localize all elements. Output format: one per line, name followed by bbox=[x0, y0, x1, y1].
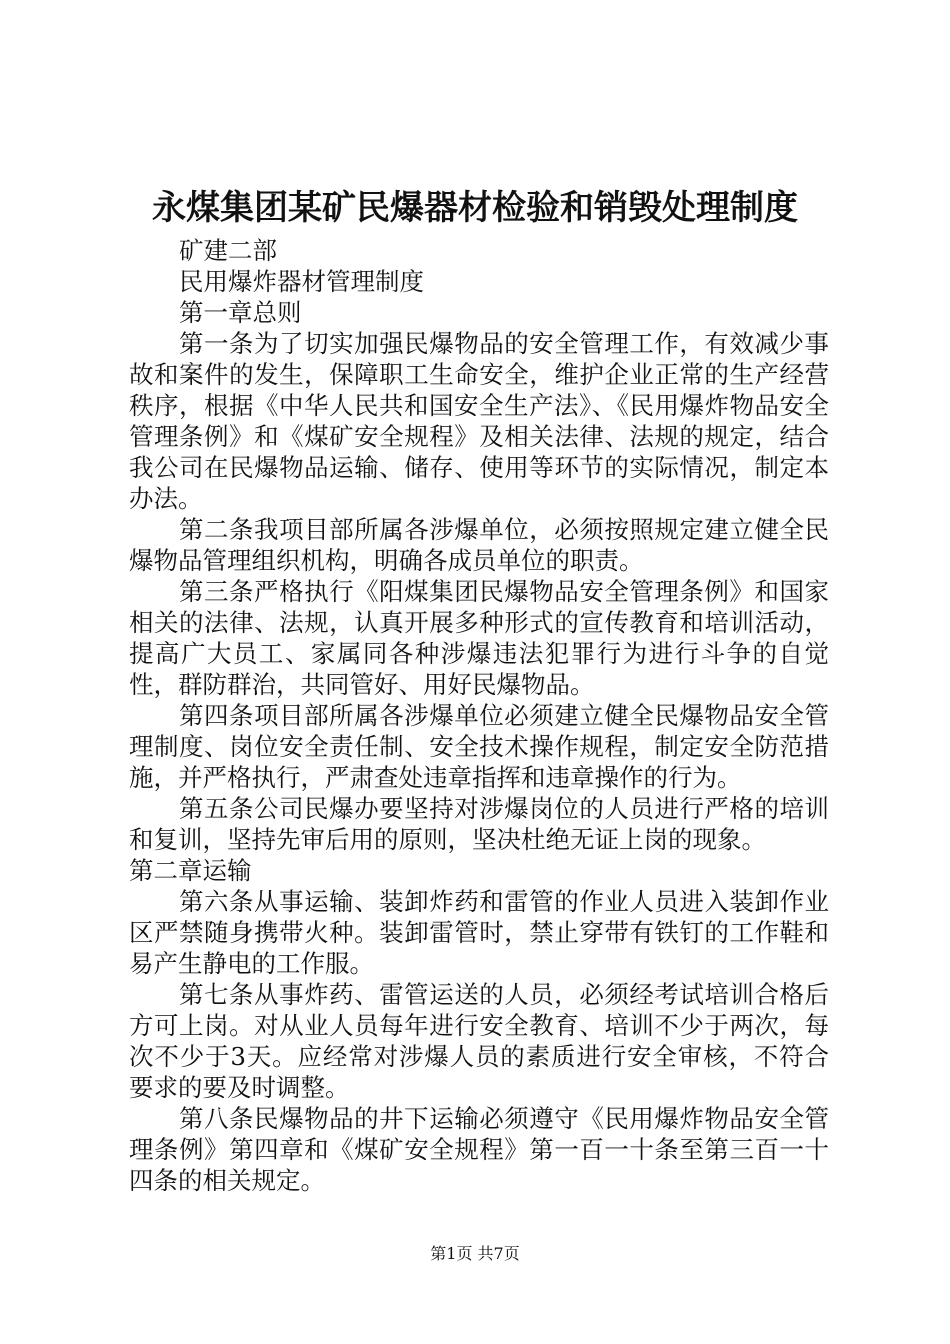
paragraph-unit: 矿建二部 bbox=[179, 236, 277, 265]
article-6: 第六条从事运输、装卸炸药和雷管的作业人员进入装卸作业区严禁随身携带火种。装卸雷管时，禁止穿带有铁钉的工作鞋和易产生静电的工作服。 bbox=[129, 887, 829, 978]
article-5: 第五条公司民爆办要坚持对涉爆岗位的人员进行严格的培训和复训，坚持先审后用的原则，坚决杜绝无证上岗的现象。 bbox=[129, 794, 829, 854]
paragraph-subtitle: 民用爆炸器材管理制度 bbox=[179, 267, 424, 296]
article-1: 第一条为了切实加强民爆物品的安全管理工作，有效减少事故和案件的发生，保障职工生命安全，维护企业正常的生产经营秩序，根据《中华人民共和国安全生产法》、《民用爆炸物品安全管理条例》和《煤矿安全规程》及相关法律、法规的规定，结合我公司在民爆物品运输、储存、使用等环节的实际情况，制定本办法。 bbox=[129, 329, 829, 513]
article-4: 第四条项目部所属各涉爆单位必须建立健全民爆物品安全管理制度、岗位安全责任制、安全技术操作规程，制定安全防范措施，并严格执行，严肃查处违章指挥和违章操作的行为。 bbox=[129, 701, 829, 792]
article-7: 第七条从事炸药、雷管运送的人员，必须经考试培训合格后方可上岗。对从业人员每年进行安全教育、培训不少于两次，每次不少于3天。应经常对涉爆人员的素质进行安全审核，不符合要求的要及时调整。 bbox=[129, 980, 829, 1102]
article-8: 第八条民爆物品的井下运输必须遵守《民用爆炸物品安全管理条例》第四章和《煤矿安全规程》第一百一十条至第三百一十四条的相关规定。 bbox=[129, 1104, 829, 1195]
document-body bbox=[129, 235, 829, 1196]
chapter-heading-2: 第二章运输 bbox=[129, 856, 252, 885]
page-footer: 第1页 共7页 bbox=[430, 1244, 520, 1263]
article-3: 第三条严格执行《阳煤集团民爆物品安全管理条例》和国家相关的法律、法规，认真开展多种形式的宣传教育和培训活动，提高广大员工、家属同各种涉爆违法犯罪行为进行斗争的自觉性，群防群治，共同管好、用好民爆物品。 bbox=[129, 577, 829, 699]
chapter-heading-1: 第一章总则 bbox=[179, 298, 302, 327]
article-2: 第二条我项目部所属各涉爆单位，必须按照规定建立健全民爆物品管理组织机构，明确各成员单位的职责。 bbox=[129, 515, 829, 575]
document-title: 永煤集团某矿民爆器材检验和销毁处理制度 bbox=[152, 188, 798, 228]
